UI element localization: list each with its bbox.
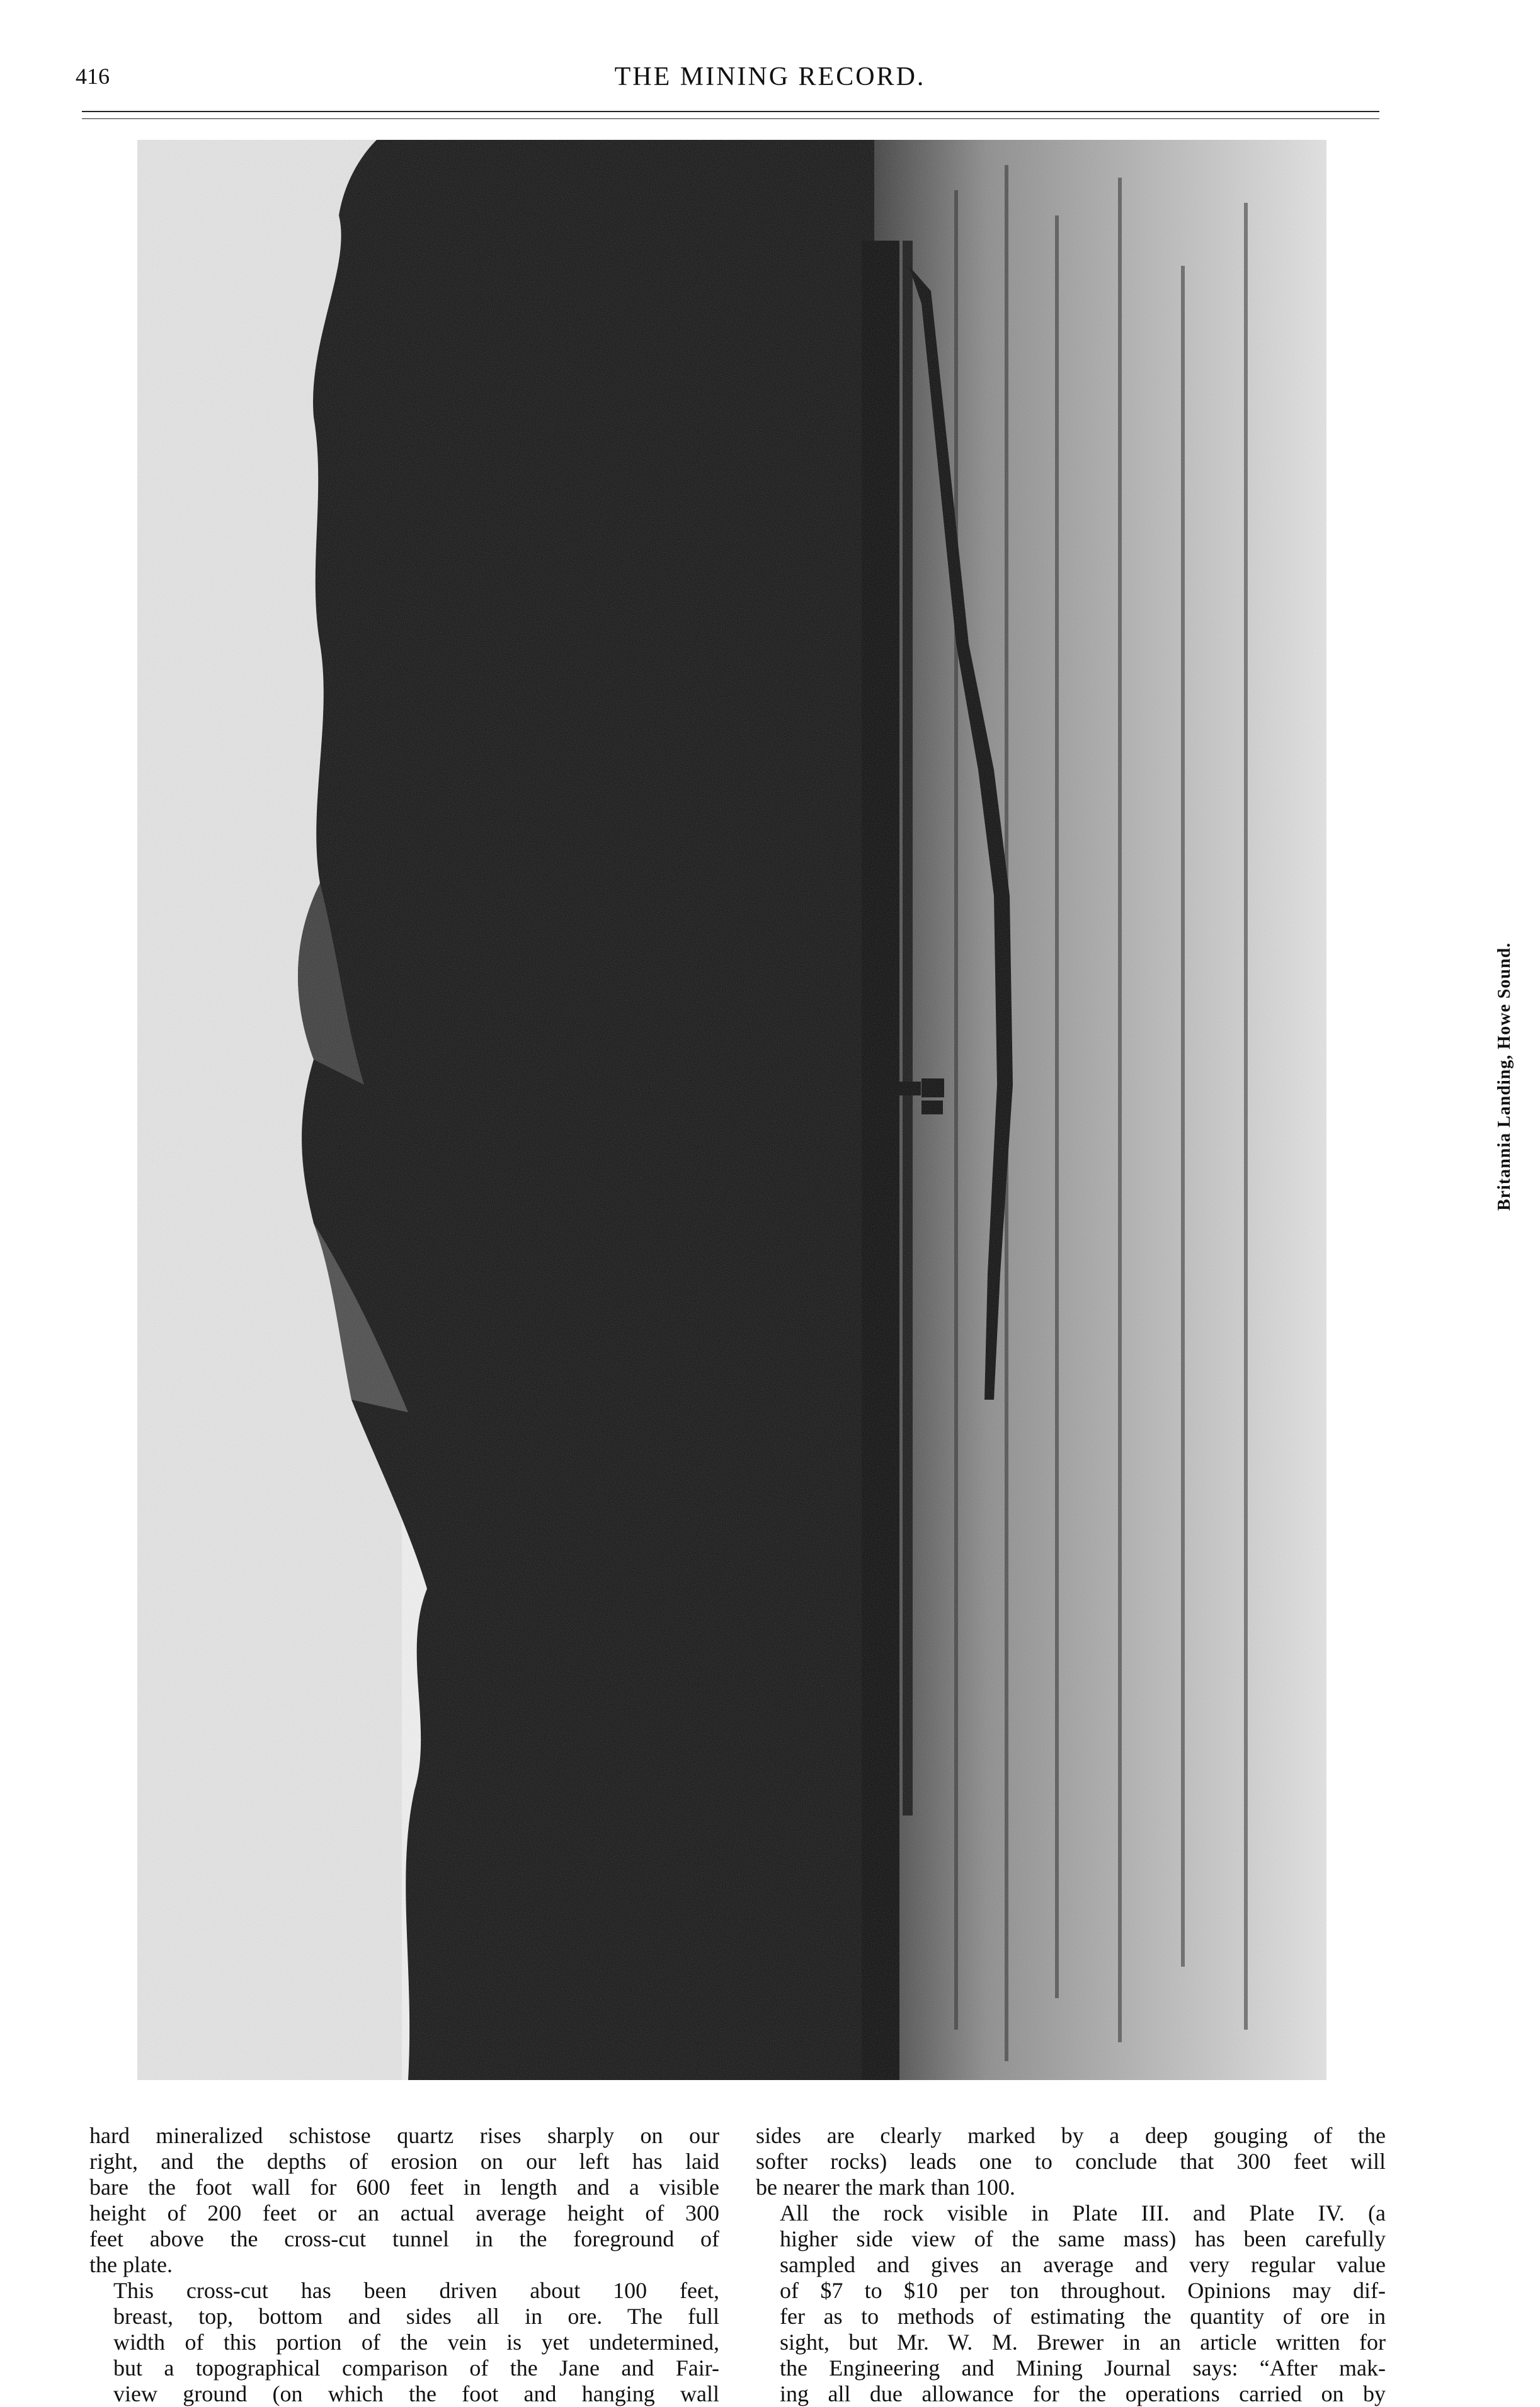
text-line: but a topographical comparison of the Jane and Fair-	[113, 2355, 719, 2381]
text-line: width of this portion of the vein is yet undetermined,	[113, 2330, 719, 2355]
text-line: softer rocks) leads one to conclude that 300 feet will	[756, 2149, 1386, 2174]
text-line: fer as to methods of estimating the quantity of ore in	[780, 2304, 1386, 2329]
text-line: the Engineering and Mining Journal says: “After mak-	[780, 2355, 1386, 2381]
text-line: hard mineralized schistose quartz rises sharply on our	[89, 2123, 719, 2148]
header-rule	[82, 111, 1379, 112]
paragraph	[89, 2278, 719, 2407]
text-line: the plate.	[89, 2252, 173, 2277]
paragraph	[756, 2200, 1386, 2407]
text-line: breast, top, bottom and sides all in ore. The full	[113, 2304, 719, 2329]
running-head: THE MINING RECORD.	[614, 62, 926, 91]
text-line: sight, but Mr. W. M. Brewer in an article written for	[780, 2330, 1386, 2355]
text-line: bare the foot wall for 600 feet in length and a visible	[89, 2175, 719, 2200]
photo-plate: Britannia Landing, Howe Sound.	[137, 140, 1326, 2080]
text-line: be nearer the mark than 100.	[756, 2175, 1015, 2200]
header-rule-thin	[82, 118, 1379, 119]
left-column	[89, 2123, 719, 2407]
text-line: of $7 to $10 per ton throughout. Opinions may dif-	[780, 2278, 1386, 2303]
text-line: height of 200 feet or an actual average height of 300	[89, 2200, 719, 2226]
text-line: All the rock visible in Plate III. and Plate IV. (a	[780, 2200, 1386, 2226]
paragraph	[756, 2123, 1386, 2200]
text-line: view ground (on which the foot and hanging wall	[113, 2381, 719, 2406]
text-line: This cross-cut has been driven about 100 feet,	[113, 2278, 719, 2303]
page-number: 416	[76, 64, 110, 89]
paragraph	[89, 2123, 719, 2278]
text-line: feet above the cross-cut tunnel in the foreground of	[89, 2226, 719, 2251]
text-line: sampled and gives an average and very regular value	[780, 2252, 1386, 2277]
text-line: right, and the depths of erosion on our left has laid	[89, 2149, 719, 2174]
text-line: sides are clearly marked by a deep gouging of the	[756, 2123, 1386, 2148]
landscape-photograph	[137, 140, 1326, 2080]
text-line: higher side view of the same mass) has been carefully	[780, 2226, 1386, 2251]
text-line: ing all due allowance for the operations carried on by	[780, 2381, 1386, 2406]
right-column	[756, 2123, 1386, 2407]
